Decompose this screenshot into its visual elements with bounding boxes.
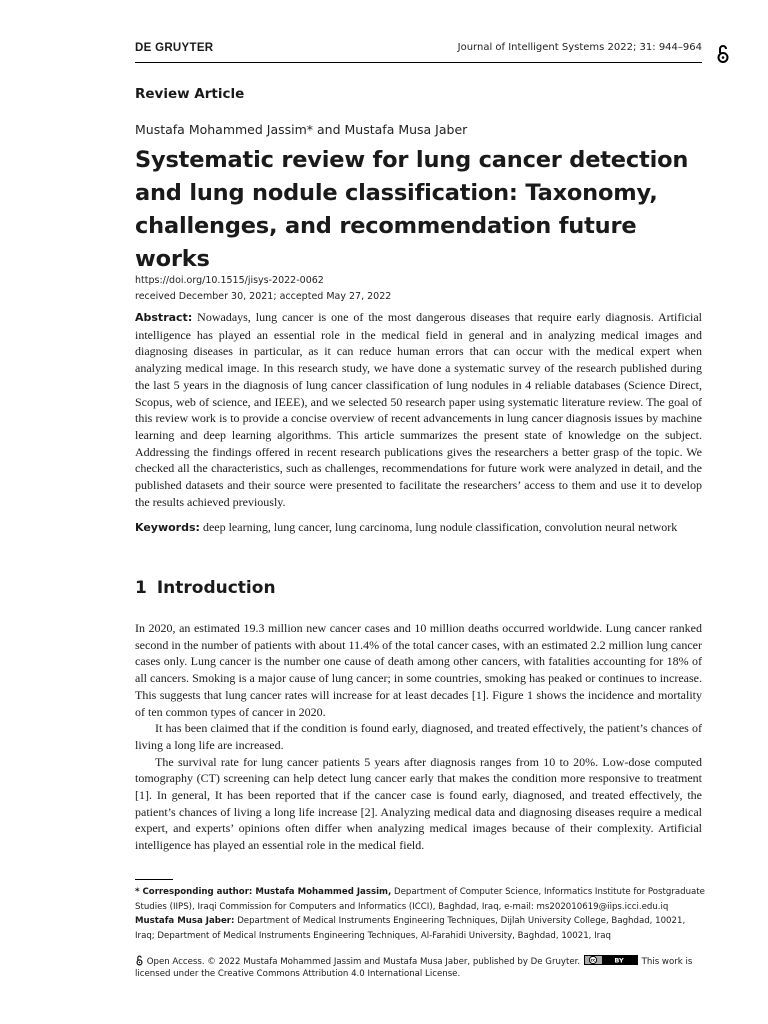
article-type: Review Article [135,86,245,102]
intro-paragraph: In 2020, an estimated 19.3 million new cancer cases and 10 million deaths occurred worldwide. Lung cancer ranked second in the number of patients with about 11.4% of the total cancer cases, with an estimated 2.2 million lung cancer cases only. Lung cancer is the number one cause of death among other cancers, with fatalities accounting for 18% of all cancers. Smoking is a major cause of lung cancer; in some countries, smoking has peaked or continues to increase. This suggests that lung cancer rates will increase for at least decades [1]. Figure 1 shows the incidence and mortality of ten common types of cancer in 2020. [135,621,702,719]
author-footnote [135,885,705,943]
received-accepted-dates: received December 30, 2021; accepted May 27, 2022 [135,291,392,302]
license-text-before: Open Access. © 2022 Mustafa Mohammed Jassim and Mustafa Musa Jaber, published by De Gruyter. [146,957,581,967]
cc-by-license-icon[interactable] [584,955,638,965]
abstract-text: Nowadays, lung cancer is one of the most dangerous diseases that require early diagnosis. Artificial intelligence has played an essential role in the medical field in general and in analyzing medical images and diagnosing diseases in particular, as it can reduce human errors that can occur with the medical expert when analyzing medical image. In this research study, we have done a systematic survey of the research published during the last 5 years in the diagnosis of lung cancer classification of lung nodules in 4 reliable databases (Science Direct, Scopus, web of science, and IEEE), and we selected 50 research paper using systematic literature review. The goal of this review work is to provide a concise overview of recent advancements in lung cancer diagnosis issues by machine learning and deep learning algorithms. This article summarizes the present state of knowledge on the subject. Addressing the findings offered in recent research publications gives the researchers a better grasp of the topic. We checked all the characteristics, such as challenges, recommendations for future work were analyzed in detail, and the published datasets and their source were presented to facilitate the researchers’ access to them and use it to develop the results achieved previously. [135,310,702,509]
journal-citation: Journal of Intelligent Systems 2022; 31: 944–964 [457,42,702,53]
license-text-after: This work is licensed under the Creative Commons Attribution 4.0 International License. [135,957,693,979]
intro-paragraph: It has been claimed that if the condition is found early, diagnosed, and treated effectively, the patient’s chances of living a long life are increased. [135,721,702,752]
corresponding-author-label: * Corresponding author: Mustafa Mohammed Jassim, [135,887,392,897]
article-title: Systematic review for lung cancer detection and lung nodule classification: Taxonomy, challenges, and recommendation future works [135,147,689,272]
section-number: 1 [135,578,147,598]
svg-text:cc: cc [590,957,596,963]
doi-link[interactable]: https://doi.org/10.1515/jisys-2022-0062 [135,275,324,286]
open-access-icon [135,955,144,966]
footnote-rule [135,879,173,880]
open-access-icon [716,44,730,64]
section-title: Introduction [156,578,276,598]
keywords-text: deep learning, lung cancer, lung carcinoma, lung nodule classification, convolution neural network [202,520,678,534]
section-heading [135,578,276,598]
intro-paragraph: The survival rate for lung cancer patients 5 years after diagnosis ranges from 10 to 20%. Low-dose computed tomography (CT) screening can help detect lung cancer early that makes the condition more responsive to treatment [1]. In general, It has been reported that if the cancer case is found early, diagnosed, and treated effectively, the patient’s chances of living a long life increase [2]. Analyzing medical data and diagnosing diseases require a medical expert, and experts’ opinions often differ when analyzing medical images because of their complexity. Artificial intelligence has played an essential role in the medical field. [135,754,702,853]
introduction-body [135,620,702,854]
keywords [135,519,702,537]
abstract-label: Abstract: [135,311,193,324]
cc-by-badge-label: BY [614,956,624,965]
keywords-label: Keywords: [135,521,200,534]
header-rule [135,62,702,63]
author-list: Mustafa Mohammed Jassim* and Mustafa Musa Jaber [135,122,468,137]
license-notice [135,955,705,980]
publisher-name: DE GRUYTER [135,42,214,54]
abstract [135,309,702,510]
article-meta [135,273,391,305]
second-author-label: Mustafa Musa Jaber: [135,916,235,926]
second-author-affiliation: Department of Medical Instruments Engineering Techniques, Dijlah University College, Baghdad, 10021, Iraq; Department of Medical Instruments Engineering Techniques, Al-Farahidi University, Baghdad, 10021, Iraq [135,916,686,941]
corresponding-author-affiliation: Department of Computer Science, Informatics Institute for Postgraduate Studies (IIPS), Iraqi Commission for Computers and Informatics (ICCI), Baghdad, Iraq, e-mail: ms202010619@iips.icci.edu.iq [135,887,705,912]
